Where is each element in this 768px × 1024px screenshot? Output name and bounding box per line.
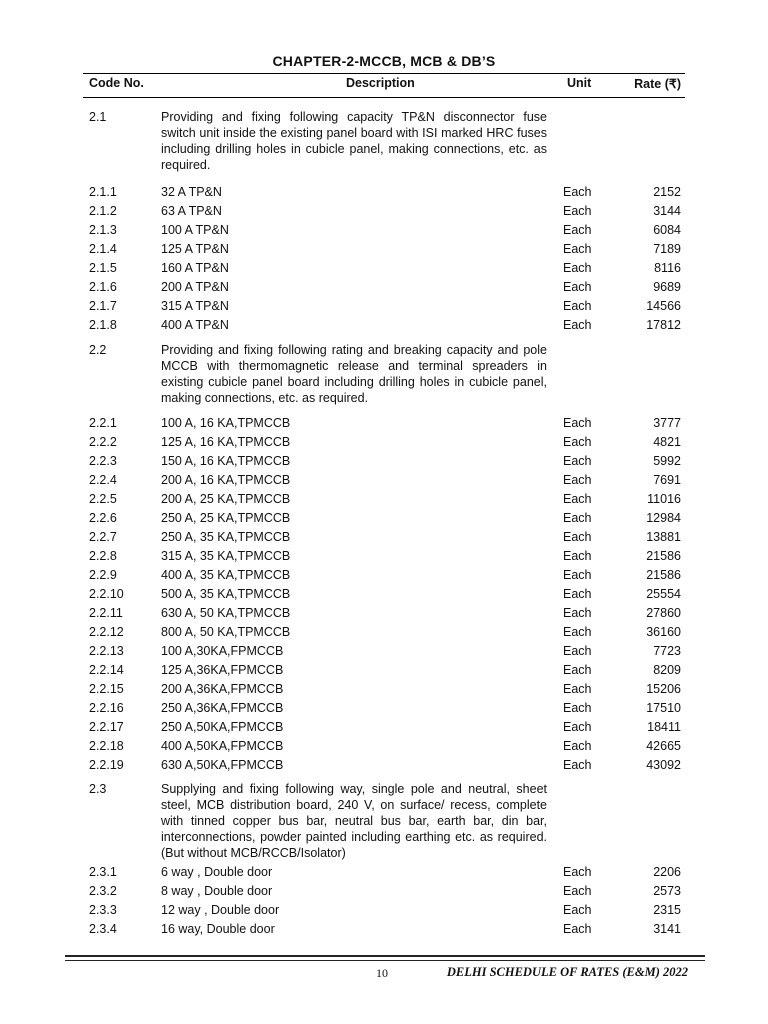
item-rate: 36160 — [646, 625, 681, 639]
item-code: 2.2.7 — [89, 530, 117, 544]
item-code: 2.2.15 — [89, 682, 124, 696]
item-description: 200 A, 25 KA,TPMCCB — [161, 492, 291, 506]
item-unit: Each — [563, 416, 592, 430]
item-unit: Each — [563, 884, 592, 898]
item-rate: 7691 — [653, 473, 681, 487]
item-rate: 4821 — [653, 435, 681, 449]
item-code: 2.2.2 — [89, 435, 117, 449]
item-description: 400 A,50KA,FPMCCB — [161, 739, 284, 753]
item-code: 2.3.3 — [89, 903, 117, 917]
item-code: 2.2.1 — [89, 416, 117, 430]
item-rate: 3144 — [653, 204, 681, 218]
item-code: 2.1.5 — [89, 261, 117, 275]
item-unit: Each — [563, 587, 592, 601]
item-unit: Each — [563, 204, 592, 218]
table-row — [89, 882, 681, 901]
item-description: 8 way , Double door — [161, 884, 273, 898]
item-code: 2.3 — [89, 782, 107, 796]
table-row — [89, 642, 681, 661]
item-rate: 27860 — [646, 606, 681, 620]
item-unit: Each — [563, 663, 592, 677]
table-row — [89, 490, 681, 509]
table-row — [89, 920, 681, 939]
item-description: 100 A, 16 KA,TPMCCB — [161, 416, 291, 430]
item-unit: Each — [563, 922, 592, 936]
item-rate: 2206 — [653, 865, 681, 879]
item-code: 2.3.1 — [89, 865, 117, 879]
column-header-unit: Unit — [567, 76, 592, 90]
item-rate: 7189 — [653, 242, 681, 256]
table-row — [89, 547, 681, 566]
item-code: 2.2.19 — [89, 758, 124, 772]
item-rate: 2573 — [653, 884, 681, 898]
table-row — [89, 680, 681, 699]
item-rate: 3777 — [653, 416, 681, 430]
item-description: 250 A, 25 KA,TPMCCB — [161, 511, 291, 525]
item-unit: Each — [563, 549, 592, 563]
table-row — [89, 623, 681, 642]
table-row — [89, 183, 681, 202]
item-rate: 14566 — [646, 299, 681, 313]
item-description: 125 A,36KA,FPMCCB — [161, 663, 284, 677]
item-code: 2.2.6 — [89, 511, 117, 525]
item-code: 2.1.4 — [89, 242, 117, 256]
item-description: 150 A, 16 KA,TPMCCB — [161, 454, 291, 468]
item-rate: 11016 — [647, 492, 681, 506]
item-unit: Each — [563, 701, 592, 715]
table-row — [89, 297, 681, 316]
item-description: 315 A TP&N — [161, 299, 229, 313]
footer-rule-thin — [65, 960, 705, 961]
item-rate: 8209 — [653, 663, 681, 677]
item-unit: Each — [563, 865, 592, 879]
item-unit: Each — [563, 606, 592, 620]
column-header-rate: Rate (₹) — [634, 77, 681, 91]
item-unit: Each — [563, 242, 592, 256]
table-row — [89, 278, 681, 297]
table-row — [89, 604, 681, 623]
table-row — [89, 452, 681, 471]
item-code: 2.1.1 — [89, 185, 117, 199]
item-description: 200 A TP&N — [161, 280, 229, 294]
item-unit: Each — [563, 299, 592, 313]
item-unit: Each — [563, 644, 592, 658]
item-description: 6 way , Double door — [161, 865, 273, 879]
item-code: 2.2.14 — [89, 663, 124, 677]
item-description: 250 A,50KA,FPMCCB — [161, 720, 284, 734]
table-row — [89, 433, 681, 452]
item-description: 800 A, 50 KA,TPMCCB — [161, 625, 291, 639]
item-code: 2.2.4 — [89, 473, 117, 487]
item-code: 2.1.2 — [89, 204, 117, 218]
item-rate: 17812 — [646, 318, 681, 332]
item-description: 100 A,30KA,FPMCCB — [161, 644, 284, 658]
item-unit: Each — [563, 568, 592, 582]
item-unit: Each — [563, 511, 592, 525]
column-header-code: Code No. — [89, 76, 144, 90]
item-code: 2.2.8 — [89, 549, 117, 563]
table-row — [89, 718, 681, 737]
item-code: 2.1 — [89, 110, 107, 124]
item-description: Supplying and fixing following way, single pole and neutral, sheet steel, MCB distribution board, 240 V, on surface/ recess, complete with tinned copper bus bar, neutral bus bar, earth bar, din bar, interconnections, powder painted including earthing etc. as required. (But without MCB/RCCB/Isolator) — [161, 782, 547, 860]
table-row — [89, 202, 681, 221]
item-description: 500 A, 35 KA,TPMCCB — [161, 587, 291, 601]
item-code: 2.2.18 — [89, 739, 124, 753]
item-code: 2.1.6 — [89, 280, 117, 294]
item-unit: Each — [563, 530, 592, 544]
item-unit: Each — [563, 280, 592, 294]
item-description: 32 A TP&N — [161, 185, 222, 199]
item-code: 2.3.2 — [89, 884, 117, 898]
item-rate: 5992 — [653, 454, 681, 468]
table-row — [89, 528, 681, 547]
table-row — [89, 737, 681, 756]
item-description: 100 A TP&N — [161, 223, 229, 237]
table-row — [89, 585, 681, 604]
item-description: 200 A, 16 KA,TPMCCB — [161, 473, 291, 487]
item-description: 125 A, 16 KA,TPMCCB — [161, 435, 291, 449]
item-rate: 6084 — [653, 223, 681, 237]
item-code: 2.1.8 — [89, 318, 117, 332]
item-unit: Each — [563, 625, 592, 639]
item-description: 250 A,36KA,FPMCCB — [161, 701, 284, 715]
item-description: 160 A TP&N — [161, 261, 229, 275]
table-row — [89, 240, 681, 259]
item-unit: Each — [563, 261, 592, 275]
item-code: 2.2.17 — [89, 720, 124, 734]
item-rate: 21586 — [646, 568, 681, 582]
item-description: Providing and fixing following capacity TP&N disconnector fuse switch unit inside the existing panel board with ISI marked HRC fuses including drilling holes in cubicle panel, making connections, etc. as required. — [161, 110, 547, 172]
item-unit: Each — [563, 435, 592, 449]
item-rate: 2315 — [653, 903, 681, 917]
table-row — [89, 471, 681, 490]
item-description: Providing and fixing following rating and breaking capacity and pole MCCB with thermomagnetic release and terminal spreaders in existing cubicle panel board including drilling holes in cubicle panel, making connections, etc. as required. — [161, 343, 547, 405]
item-rate: 3141 — [653, 922, 681, 936]
column-header-description: Description — [346, 76, 415, 90]
item-rate: 42665 — [646, 739, 681, 753]
item-code: 2.2.9 — [89, 568, 117, 582]
item-rate: 7723 — [653, 644, 681, 658]
item-unit: Each — [563, 739, 592, 753]
table-row — [89, 259, 681, 278]
item-unit: Each — [563, 473, 592, 487]
item-unit: Each — [563, 454, 592, 468]
item-rate: 2152 — [653, 185, 681, 199]
table-row — [89, 901, 681, 920]
page-title: CHAPTER-2-MCCB, MCB & DB’S — [272, 53, 496, 69]
item-code: 2.1.3 — [89, 223, 117, 237]
item-unit: Each — [563, 185, 592, 199]
item-unit: Each — [563, 318, 592, 332]
table-row — [89, 863, 681, 882]
item-description: 400 A TP&N — [161, 318, 229, 332]
item-code: 2.1.7 — [89, 299, 117, 313]
item-description: 630 A, 50 KA,TPMCCB — [161, 606, 291, 620]
table-row — [89, 756, 681, 775]
item-description: 250 A, 35 KA,TPMCCB — [161, 530, 291, 544]
table-row — [89, 509, 681, 528]
item-rate: 18411 — [647, 720, 681, 734]
table-row — [89, 699, 681, 718]
item-rate: 9689 — [653, 280, 681, 294]
item-description: 315 A, 35 KA,TPMCCB — [161, 549, 291, 563]
table-row — [89, 661, 681, 680]
item-description: 400 A, 35 KA,TPMCCB — [161, 568, 291, 582]
table-row — [89, 316, 681, 335]
item-code: 2.2.11 — [89, 606, 123, 620]
item-code: 2.2 — [89, 343, 107, 357]
item-code: 2.2.13 — [89, 644, 124, 658]
item-code: 2.2.16 — [89, 701, 124, 715]
item-description: 16 way, Double door — [161, 922, 275, 936]
item-code: 2.3.4 — [89, 922, 117, 936]
item-rate: 12984 — [646, 511, 681, 525]
item-description: 630 A,50KA,FPMCCB — [161, 758, 284, 772]
item-rate: 21586 — [646, 549, 681, 563]
item-unit: Each — [563, 758, 592, 772]
item-description: 125 A TP&N — [161, 242, 229, 256]
page-number: 10 — [376, 966, 388, 980]
item-code: 2.2.10 — [89, 587, 124, 601]
item-code: 2.2.5 — [89, 492, 117, 506]
table-row — [89, 414, 681, 433]
item-rate: 8116 — [654, 261, 681, 275]
item-rate: 25554 — [646, 587, 681, 601]
footer-title: DELHI SCHEDULE OF RATES (E&M) 2022 — [446, 965, 688, 979]
item-description: 63 A TP&N — [161, 204, 222, 218]
table-row — [89, 221, 681, 240]
item-unit: Each — [563, 223, 592, 237]
item-rate: 15206 — [646, 682, 681, 696]
item-description: 200 A,36KA,FPMCCB — [161, 682, 284, 696]
item-unit: Each — [563, 903, 592, 917]
item-unit: Each — [563, 492, 592, 506]
item-unit: Each — [563, 720, 592, 734]
table-row — [89, 566, 681, 585]
item-code: 2.2.3 — [89, 454, 117, 468]
item-rate: 17510 — [646, 701, 681, 715]
item-unit: Each — [563, 682, 592, 696]
item-rate: 43092 — [646, 758, 681, 772]
item-code: 2.2.12 — [89, 625, 124, 639]
item-rate: 13881 — [646, 530, 681, 544]
item-description: 12 way , Double door — [161, 903, 280, 917]
footer-rule — [65, 955, 705, 957]
